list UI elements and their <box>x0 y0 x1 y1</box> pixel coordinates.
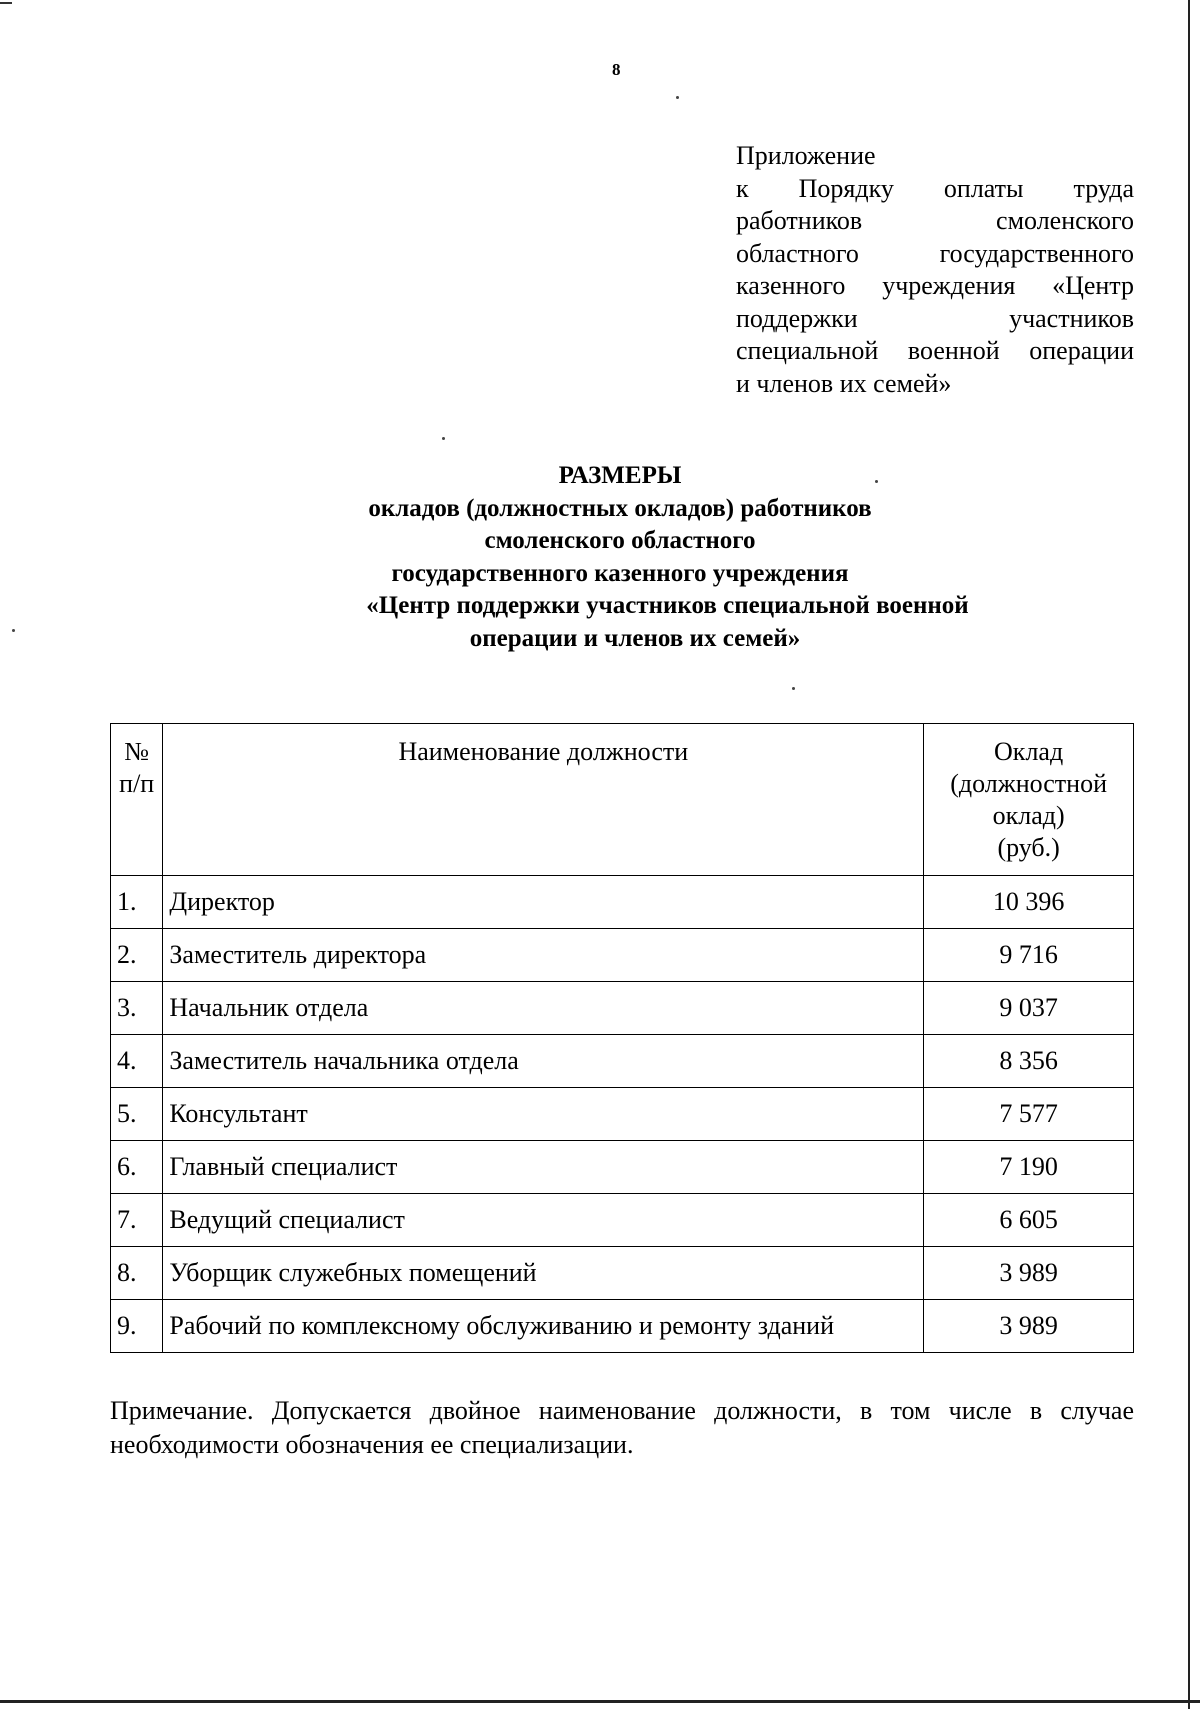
salary-value: 7 577 <box>924 1088 1134 1141</box>
table-row <box>111 1300 1134 1353</box>
row-number: 5. <box>111 1088 163 1141</box>
appendix-word: участников <box>1009 303 1134 333</box>
position-name: Рабочий по комплексному обслуживанию и ремонту зданий <box>163 1300 924 1353</box>
table-header-row <box>111 724 1134 876</box>
appendix-word: казенного <box>736 271 846 300</box>
salary-value: 6 605 <box>924 1194 1134 1247</box>
position-name: Заместитель директора <box>163 929 924 982</box>
title-heading: РАЗМЕРЫ <box>558 462 682 489</box>
title-line: операции и членов их семей» <box>469 624 801 652</box>
appendix-word: работников <box>736 206 863 235</box>
footnote: Примечание. Допускается двойное наименование должности, в том числе в случае необходимости обозначения ее специализации. <box>110 1396 1134 1459</box>
scan-speck <box>12 629 15 632</box>
table-row <box>111 982 1134 1035</box>
appendix-line <box>736 303 1134 336</box>
title-line: смоленского областного <box>484 527 756 554</box>
salary-value: 7 190 <box>924 1141 1134 1194</box>
row-number: 4. <box>111 1035 163 1088</box>
salary-value: 9 716 <box>924 929 1134 982</box>
appendix-line <box>736 173 1134 206</box>
position-name: Уборщик служебных помещений <box>163 1247 924 1300</box>
row-number: 7. <box>111 1194 163 1247</box>
appendix-line <box>736 335 1134 368</box>
appendix-word: операции <box>1029 336 1134 365</box>
row-number: 9. <box>111 1300 163 1353</box>
salary-value: 3 989 <box>924 1300 1134 1353</box>
appendix-line <box>736 238 1134 271</box>
appendix-word: поддержки <box>736 303 858 333</box>
table-row <box>111 1194 1134 1247</box>
appendix-line <box>736 205 1134 238</box>
table-row <box>111 929 1134 982</box>
title-line: государственного казенного учреждения <box>391 559 849 587</box>
title-line: «Центр поддержки участников специальной военной <box>366 592 969 619</box>
appendix-word: государственного <box>939 238 1134 268</box>
table-row <box>111 1247 1134 1300</box>
page-number: 8 <box>612 60 621 79</box>
appendix-word: специальной <box>736 336 879 365</box>
appendix-word: к <box>736 173 749 203</box>
appendix-word: учреждения <box>882 271 1016 300</box>
row-number: 6. <box>111 1141 163 1194</box>
appendix-word: труда <box>1073 173 1134 203</box>
row-number: 8. <box>111 1247 163 1300</box>
position-name: Главный специалист <box>163 1141 924 1194</box>
scan-speck <box>442 437 445 440</box>
row-number: 3. <box>111 982 163 1035</box>
appendix-word: Порядку <box>798 173 894 203</box>
document-title <box>120 460 1120 655</box>
title-line: окладов (должностных окладов) работников <box>368 494 872 522</box>
salary-value: 3 989 <box>924 1247 1134 1300</box>
scan-speck <box>676 96 679 99</box>
salary-value: 9 037 <box>924 982 1134 1035</box>
position-name: Ведущий специалист <box>163 1194 924 1247</box>
table-row <box>111 1141 1134 1194</box>
table-row <box>111 1035 1134 1088</box>
header-salary: Оклад (должностной оклад) (руб.) <box>924 724 1134 876</box>
salary-table <box>110 723 1134 1353</box>
appendix-line <box>736 270 1134 303</box>
position-name: Начальник отдела <box>163 982 924 1035</box>
appendix-word: военной <box>907 336 1000 365</box>
header-number: № п/п <box>111 724 163 876</box>
scan-corner-mark <box>0 2 12 4</box>
appendix-word: смоленского <box>996 206 1134 235</box>
table-row <box>111 876 1134 929</box>
header-position-name: Наименование должности <box>163 724 924 876</box>
salary-value: 8 356 <box>924 1035 1134 1088</box>
row-number: 1. <box>111 876 163 929</box>
appendix-block <box>736 140 1134 400</box>
position-name: Консультант <box>163 1088 924 1141</box>
scan-speck <box>792 687 795 690</box>
table-row <box>111 1088 1134 1141</box>
salary-value: 10 396 <box>924 876 1134 929</box>
appendix-line: и членов их семей» <box>736 368 952 398</box>
scan-right-edge <box>1188 0 1190 1709</box>
scan-bottom-edge <box>0 1700 1200 1703</box>
position-name: Директор <box>163 876 924 929</box>
appendix-word: «Центр <box>1052 271 1134 300</box>
appendix-word: оплаты <box>943 173 1024 203</box>
position-name: Заместитель начальника отдела <box>163 1035 924 1088</box>
appendix-word: областного <box>736 238 859 268</box>
appendix-line: Приложение <box>736 141 876 170</box>
row-number: 2. <box>111 929 163 982</box>
